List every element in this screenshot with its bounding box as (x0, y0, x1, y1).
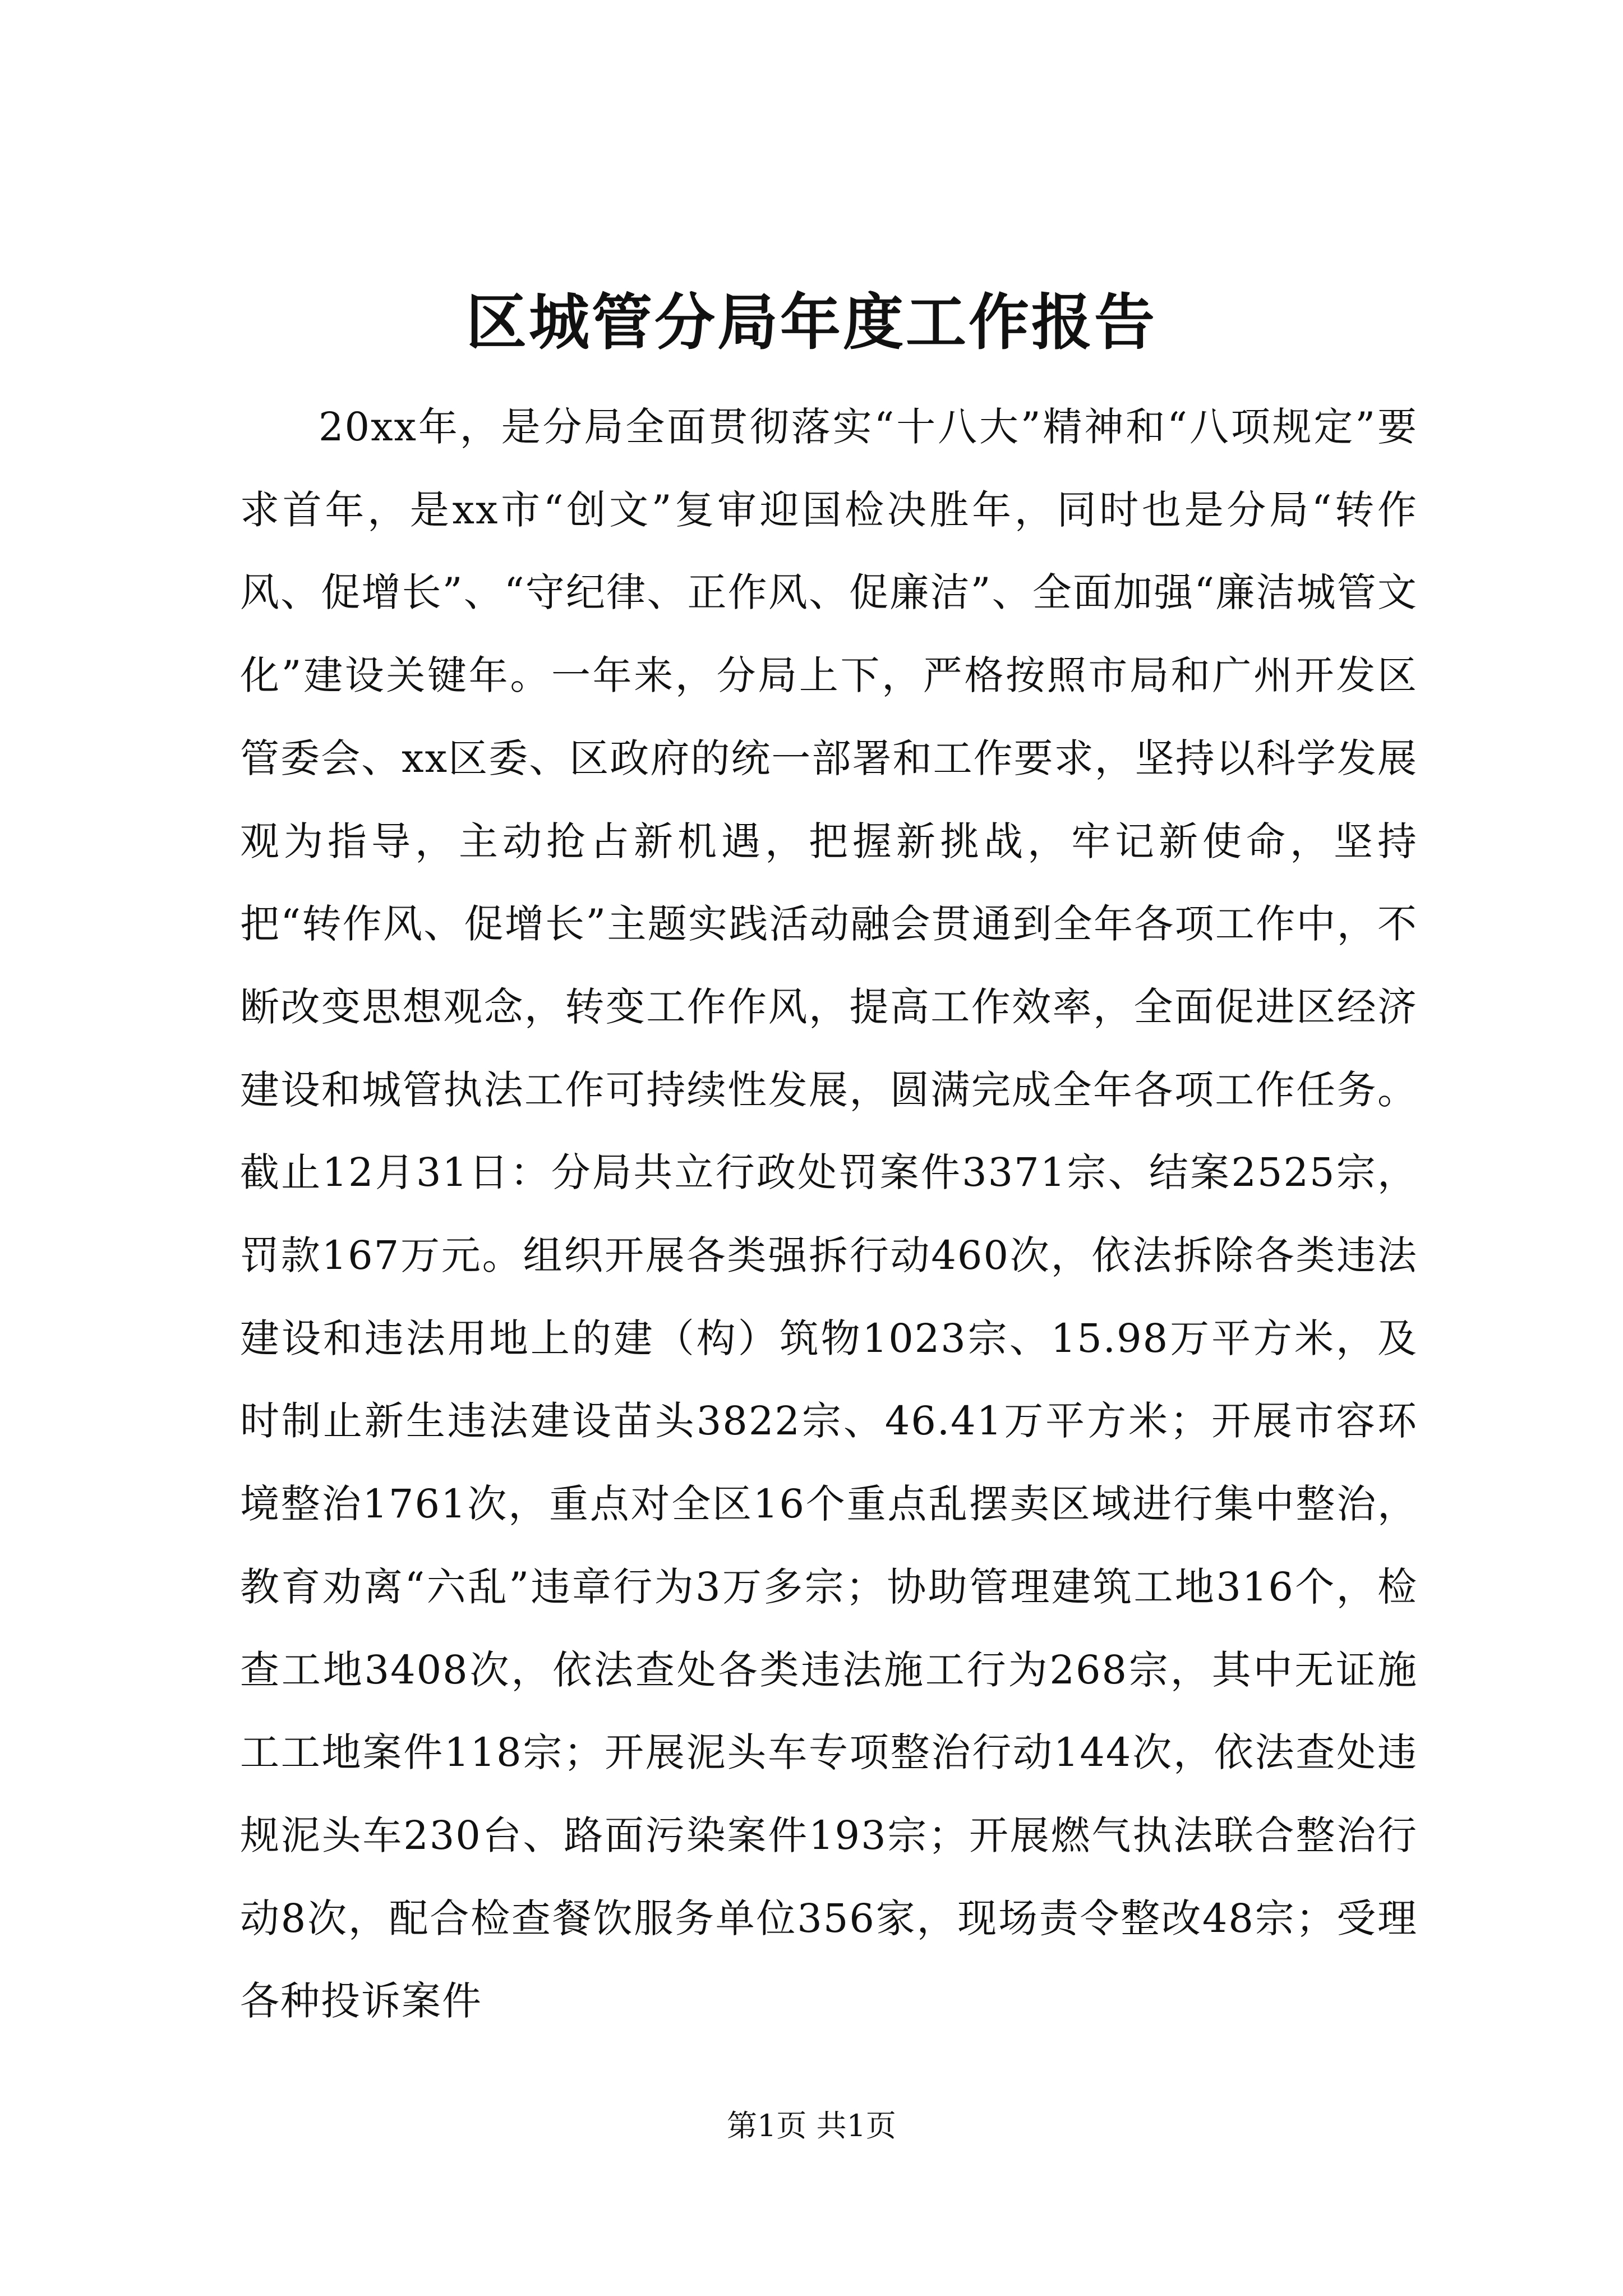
document-title: 区城管分局年度工作报告 (465, 287, 1157, 358)
page-footer: 第1页 共1页 (727, 2108, 896, 2143)
body-paragraph: 20xx年，是分局全面贯彻落实“十八大”精神和“八项规定”要求首年，是xx市“创文”复审迎国检决胜年，同时也是分局“转作风、促增长”、“守纪律、正作风、促廉洁”、全面加强“廉洁城管文化”建设关键年。一年来，分局上下，严格按照市局和广州开发区管委会、xx区委、区政府的统一部署和工作要求，坚持以科学发展观为指导，主动抢占新机遇，把握新挑战，牢记新使命，坚持把“转作风、促增长”主题实践活动融会贯通到全年各项工作中，不断改变思想观念，转变工作作风，提高工作效率，全面促进区经济建设和城管执法工作可持续性发展，圆满完成全年各项工作任务。截止12月31日：分局共立行政处罚案件3371宗、结案2525宗，罚款167万元。组织开展各类强拆行动460次，依法拆除各类违法建设和违法用地上的建（构）筑物1023宗、15.98万平方米，及时制止新生违法建设苗头3822宗、46.41万平方米；开展市容环境整治1761次，重点对全区16个重点乱摆卖区域进行集中整治，教育劝离“六乱”违章行为3万多宗；协助管理建筑工地316个，检查工地3408次，依法查处各类违法施工行为268宗，其中无证施工工地案件118宗；开展泥头车专项整治行动144次，依法查处违规泥头车230台、路面污染案件193宗；开展燃气执法联合整治行动8次，配合检查餐饮服务单位356家，现场责令整改48宗；受理各种投诉案件 (240, 404, 1418, 2024)
